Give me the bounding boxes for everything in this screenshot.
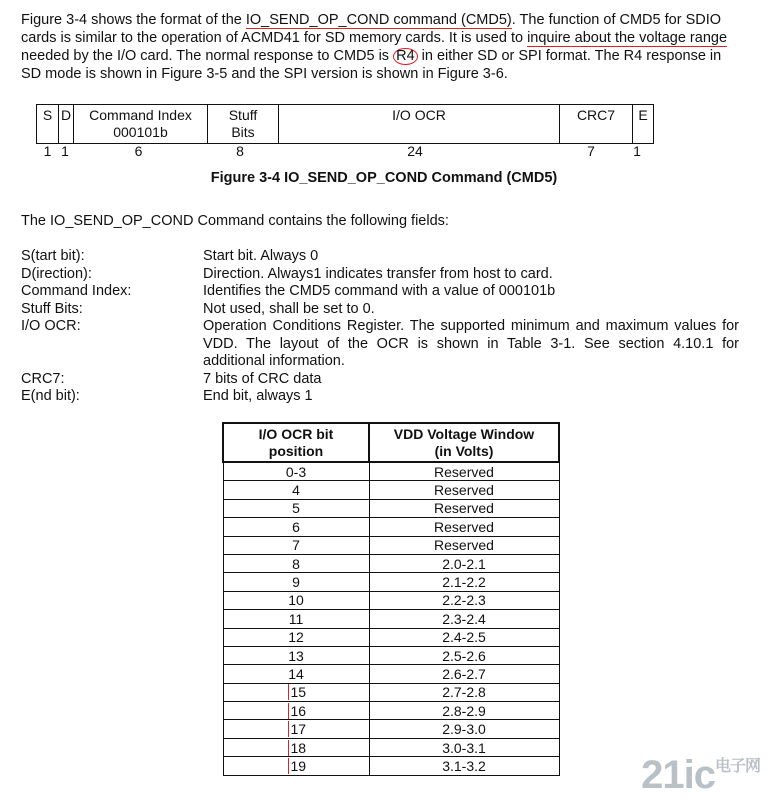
field-cell-5: CRC7 xyxy=(560,105,633,144)
ocr-bit-position-cell: 5 xyxy=(223,499,369,517)
field-cell-1: D xyxy=(59,105,74,144)
voltage-window-cell: Reserved xyxy=(369,462,559,481)
definition-term: D(irection): xyxy=(21,265,92,282)
voltage-window-cell: 2.0-2.1 xyxy=(369,554,559,572)
definition-desc: Identifies the CMD5 command with a value of 000101b xyxy=(203,283,556,299)
ocr-bit-position-cell: 9 xyxy=(223,573,369,591)
field-cell-0: S xyxy=(37,105,59,144)
definition-row xyxy=(21,318,739,371)
table-row xyxy=(223,757,559,775)
table-row xyxy=(223,554,559,572)
header-vdd-voltage-window: VDD Voltage Window (in Volts) xyxy=(369,423,559,462)
table-row xyxy=(223,683,559,701)
voltage-window-cell: Reserved xyxy=(369,499,559,517)
table-row xyxy=(223,646,559,664)
cmd5-field-diagram xyxy=(36,104,654,144)
underlined-voltage-phrase: inquire about the voltage range xyxy=(527,30,728,46)
table-row xyxy=(223,720,559,738)
definition-term: CRC7: xyxy=(21,370,65,387)
ocr-bit-position-cell: 0-3 xyxy=(223,462,369,481)
definition-desc: Start bit. Always 0 xyxy=(203,248,319,264)
ocr-bit-position-cell: 11 xyxy=(223,610,369,628)
watermark-logo: $21ic^{电子网}$ xyxy=(641,753,760,797)
voltage-window-cell: 2.1-2.2 xyxy=(369,573,559,591)
red-bracket-mark: 19 xyxy=(288,758,307,774)
table-row xyxy=(223,462,559,481)
definition-row xyxy=(21,283,739,301)
bit-width-3: 8 xyxy=(236,143,244,159)
ocr-bit-position-cell xyxy=(223,720,369,738)
definition-desc: Direction. Always1 indicates transfer from host to card. xyxy=(203,265,553,282)
field-definitions xyxy=(21,248,739,406)
definition-desc: 7 bits of CRC data xyxy=(203,370,322,387)
ocr-bit-position-cell: 8 xyxy=(223,554,369,572)
table-row xyxy=(223,536,559,554)
voltage-window-cell: 2.2-2.3 xyxy=(369,591,559,609)
definition-term: E(nd bit): xyxy=(21,388,80,404)
bit-width-1: 1 xyxy=(61,143,69,159)
ocr-bit-position-cell: 4 xyxy=(223,481,369,499)
definition-row xyxy=(21,371,739,389)
ocr-bit-position-cell xyxy=(223,757,369,775)
voltage-window-cell: 3.0-3.1 xyxy=(369,738,559,756)
voltage-window-cell: Reserved xyxy=(369,481,559,499)
intro-line-1: Figure 3-4 shows the format of the IO_SEND_OP_COND command (CMD5). The function of CMD5 for SDIO xyxy=(21,12,722,28)
voltage-window-cell: 2.3-2.4 xyxy=(369,610,559,628)
red-bracket-mark: 17 xyxy=(288,721,307,737)
definition-row xyxy=(21,248,739,266)
definition-term: Command Index: xyxy=(21,283,132,299)
definition-desc: Operation Conditions Register. The supported minimum and maximum values for VDD. The layout of the OCR is shown in Table 3-1. See section 4.10.1 for additional information. xyxy=(203,318,739,369)
table-row xyxy=(223,481,559,499)
table-row xyxy=(223,518,559,536)
red-bracket-mark: 16 xyxy=(288,703,307,719)
definition-row xyxy=(21,388,739,406)
underlined-command-name: IO_SEND_OP_COND command (CMD5) xyxy=(245,12,512,28)
voltage-window-cell: 2.7-2.8 xyxy=(369,683,559,701)
voltage-window-cell: 2.9-3.0 xyxy=(369,720,559,738)
definition-desc: Not used, shall be set to 0. xyxy=(203,300,375,317)
intro-paragraph xyxy=(21,11,756,83)
figure-caption: Figure 3-4 IO_SEND_OP_COND Command (CMD5) xyxy=(210,170,558,186)
ocr-bit-position-cell xyxy=(223,702,369,720)
voltage-window-cell: 2.6-2.7 xyxy=(369,665,559,683)
voltage-window-cell: 3.1-3.2 xyxy=(369,757,559,775)
intro-line-3: needed by the I/O card. The normal response to CMD5 is R4 in either SD or SPI format. The R4 response in xyxy=(21,48,722,64)
field-cell-6: E xyxy=(633,105,654,144)
fields-intro: The IO_SEND_OP_COND Command contains the following fields: xyxy=(21,213,449,229)
table-row xyxy=(223,702,559,720)
table-row xyxy=(223,665,559,683)
table-row xyxy=(223,499,559,517)
red-bracket-mark: 18 xyxy=(288,740,307,756)
voltage-window-cell: 2.8-2.9 xyxy=(369,702,559,720)
voltage-window-cell: 2.5-2.6 xyxy=(369,646,559,664)
table-row xyxy=(223,738,559,756)
ocr-bit-position-cell: 7 xyxy=(223,536,369,554)
intro-line-4: SD mode is shown in Figure 3-5 and the SPI version is shown in Figure 3-6. xyxy=(21,66,508,82)
intro-line-2: cards is similar to the operation of ACMD41 for SD memory cards. It is used to inquire about the voltage range xyxy=(21,30,728,46)
table-row xyxy=(223,591,559,609)
table-row xyxy=(223,573,559,591)
header-ocr-bit-position: I/O OCR bit position xyxy=(223,423,369,462)
ocr-bit-position-cell: 6 xyxy=(223,518,369,536)
definition-term: I/O OCR: xyxy=(21,318,81,334)
field-cell-3: Stuff Bits xyxy=(208,105,279,144)
ocr-bit-position-cell: 12 xyxy=(223,628,369,646)
ocr-bit-position-cell: 13 xyxy=(223,646,369,664)
table-row xyxy=(223,628,559,646)
definition-term: Stuff Bits: xyxy=(21,300,83,317)
field-cell-2: Command Index 000101b xyxy=(74,105,208,144)
voltage-window-cell: 2.4-2.5 xyxy=(369,628,559,646)
ocr-voltage-table xyxy=(222,422,560,776)
ocr-bit-position-cell xyxy=(223,683,369,701)
voltage-window-cell: Reserved xyxy=(369,536,559,554)
field-cell-4: I/O OCR xyxy=(279,105,560,144)
bit-width-0: 1 xyxy=(43,143,52,159)
bit-width-6: 1 xyxy=(633,143,641,159)
red-bracket-mark: 15 xyxy=(288,684,307,700)
ocr-bit-position-cell: 14 xyxy=(223,665,369,683)
definition-desc: End bit, always 1 xyxy=(203,388,313,404)
circled-r4: R4 xyxy=(393,48,418,65)
voltage-window-cell: Reserved xyxy=(369,518,559,536)
table-row xyxy=(223,610,559,628)
bit-width-2: 6 xyxy=(134,143,143,159)
definition-row xyxy=(21,266,739,284)
ocr-bit-position-cell: 10 xyxy=(223,591,369,609)
ocr-bit-position-cell xyxy=(223,738,369,756)
definition-term: S(tart bit): xyxy=(21,248,85,264)
bit-width-5: 7 xyxy=(587,143,595,159)
bit-width-4: 24 xyxy=(407,143,423,159)
definition-row xyxy=(21,301,739,319)
